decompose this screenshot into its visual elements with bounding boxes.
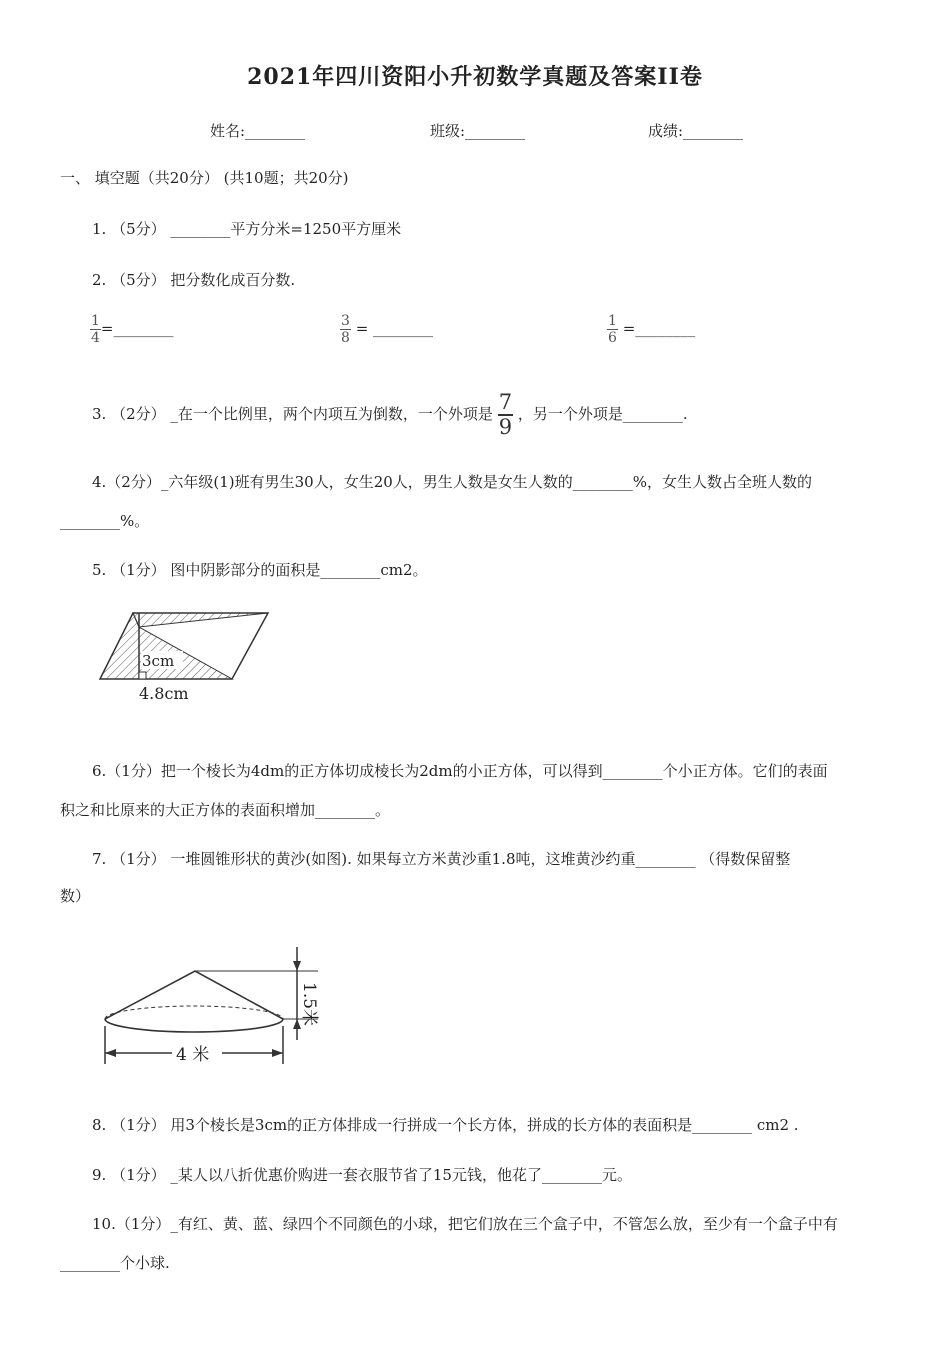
fraction-numerator: 1 — [91, 313, 100, 329]
fraction-blank: =________ — [100, 319, 174, 338]
question-2: 2. （5分） 把分数化成百分数. — [92, 271, 296, 289]
question-4-line-1: 4.（2分）_六年级(1)班有男生30人，女生20人，男生人数是女生人数的________%，女生人数占全班人数的 — [92, 473, 813, 491]
parallelogram-figure — [95, 605, 275, 707]
name-field: 姓名:________ — [210, 122, 306, 140]
question-8: 8. （1分） 用3个棱长是3cm的正方体排成一行拼成一个长方体，拼成的长方体的表面积是________ cm2 . — [92, 1116, 799, 1134]
fraction-denominator: 9 — [498, 415, 513, 439]
q2-fraction-1 — [90, 314, 174, 345]
question-10-line-2: ________个小球. — [60, 1254, 170, 1272]
height-label: 3cm — [142, 652, 175, 670]
fraction-denominator: 6 — [608, 330, 617, 346]
fraction-numerator: 1 — [608, 313, 617, 329]
q2-fraction-3 — [607, 314, 695, 345]
cone-height-label: 1.5米 — [299, 982, 319, 1027]
fraction-numerator: 7 — [498, 390, 513, 414]
score-field: 成绩:________ — [648, 122, 744, 140]
fraction-denominator: 4 — [91, 330, 100, 346]
question-6-line-2: 积之和比原来的大正方体的表面积增加________。 — [60, 801, 391, 819]
cone-figure — [100, 942, 330, 1072]
base-label: 4.8cm — [139, 684, 189, 703]
question-6-line-1: 6.（1分）把一个棱长为4dm的正方体切成棱长为2dm的小正方体，可以得到________个小正方体。它们的表面 — [92, 762, 828, 780]
fraction-blank: =________ — [617, 319, 696, 338]
question-10-line-1: 10.（1分）_有红、黄、蓝、绿四个不同颜色的小球，把它们放在三个盒子中，不管怎么放，至少有一个盒子中有 — [92, 1215, 838, 1233]
fraction-denominator: 8 — [341, 330, 350, 346]
page-title: 2021年四川资阳小升初数学真题及答案II卷 — [247, 64, 703, 90]
fraction-numerator: 3 — [341, 313, 350, 329]
cone-diameter-label: 4 米 — [176, 1045, 210, 1065]
q2-fraction-2 — [340, 314, 433, 345]
question-7-line-2: 数） — [60, 887, 91, 905]
question-9: 9. （1分） _某人以八折优惠价购进一套衣服节省了15元钱，他花了________元。 — [92, 1166, 632, 1184]
fraction — [607, 314, 618, 345]
fraction — [340, 314, 351, 345]
question-4-line-2: ________%。 — [60, 512, 150, 530]
fraction — [498, 392, 513, 438]
q3-suffix: ，另一个外项是________. — [517, 405, 688, 423]
fraction-blank: = ________ — [350, 319, 434, 338]
question-5: 5. （1分） 图中阴影部分的面积是________cm2。 — [92, 561, 428, 579]
q3-prefix: 3. （2分） _在一个比例里，两个内项互为倒数，一个外项是 — [92, 405, 493, 423]
section-heading: 一、 填空题（共20分） (共10题；共20分) — [60, 169, 349, 187]
question-3 — [92, 392, 688, 438]
question-7-line-1: 7. （1分） 一堆圆锥形状的黄沙(如图). 如果每立方米黄沙重1.8吨，这堆黄沙约重________ （得数保留整 — [92, 850, 791, 868]
fraction — [90, 314, 101, 345]
question-1: 1. （5分） ________平方分米=1250平方厘米 — [92, 220, 402, 238]
class-field: 班级:________ — [430, 122, 526, 140]
